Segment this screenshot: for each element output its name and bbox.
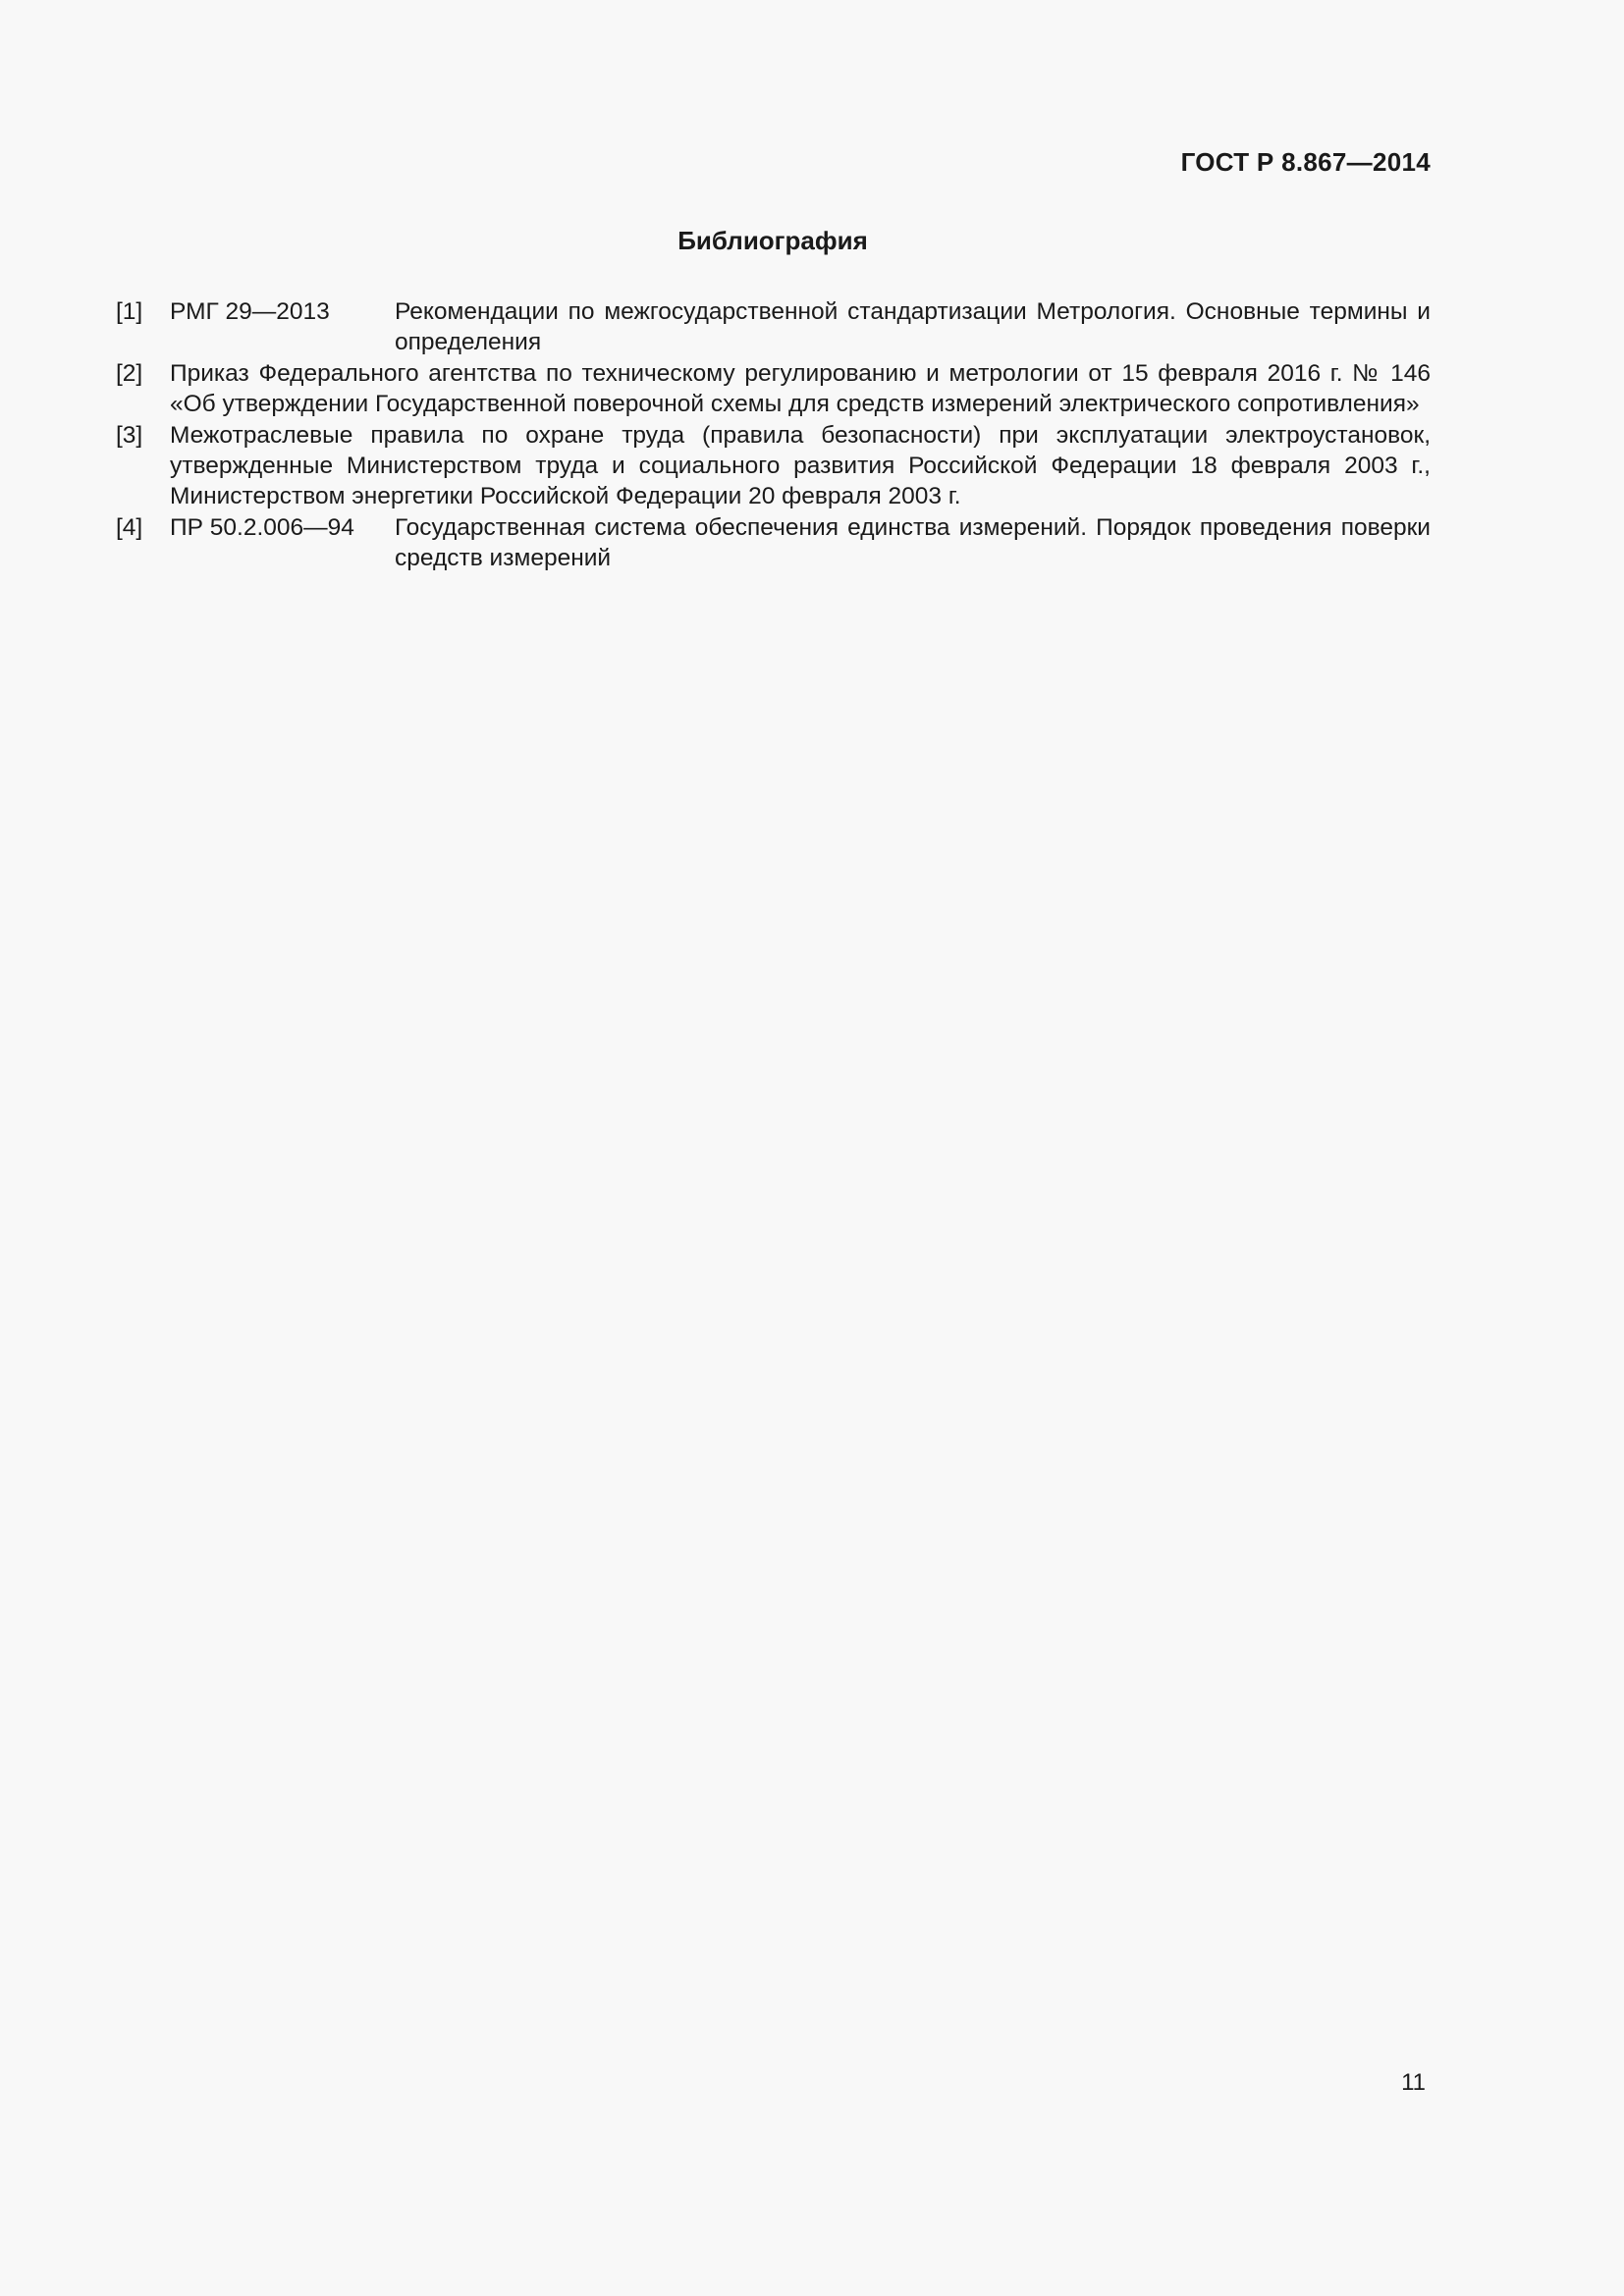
bibliography-item-number: [2] [116, 360, 143, 387]
page-number: 11 [1401, 2069, 1426, 2096]
document-code-header: ГОСТ Р 8.867—2014 [1180, 147, 1431, 177]
bibliography-item-2 [116, 358, 1431, 419]
bibliography-item-code: ПР 50.2.006—94 [170, 514, 354, 541]
bibliography-item-number: [1] [116, 298, 143, 325]
bibliography-item-number: [3] [116, 422, 143, 449]
bibliography-item-text: Межотраслевые правила по охране труда (правила безопасности) при эксплуатации электроустановок, утвержденные Министерством труда и социального развития Российской Федерации 18 февраля 2003 г., Министерством энергетики Российской Федерации 20 февраля 2003 г. [170, 422, 1431, 509]
bibliography-item-1 [116, 296, 1431, 357]
bibliography-item-number: [4] [116, 514, 143, 541]
bibliography-item-text: Рекомендации по межгосударственной стандартизации Метрология. Основные термины и определения [395, 298, 1431, 355]
bibliography-list [116, 296, 1431, 574]
bibliography-item-text: Государственная система обеспечения единства измерений. Порядок проведения поверки средств измерений [395, 514, 1431, 571]
bibliography-item-4 [116, 512, 1431, 573]
bibliography-item-code: РМГ 29—2013 [170, 298, 330, 325]
bibliography-item-text: Приказ Федерального агентства по техническому регулированию и метрологии от 15 февраля 2016 г. № 146 «Об утверждении Государственной поверочной схемы для средств измерений электрического сопротивления» [170, 360, 1431, 417]
bibliography-item-3 [116, 420, 1431, 511]
section-title: Библиография [677, 226, 868, 255]
